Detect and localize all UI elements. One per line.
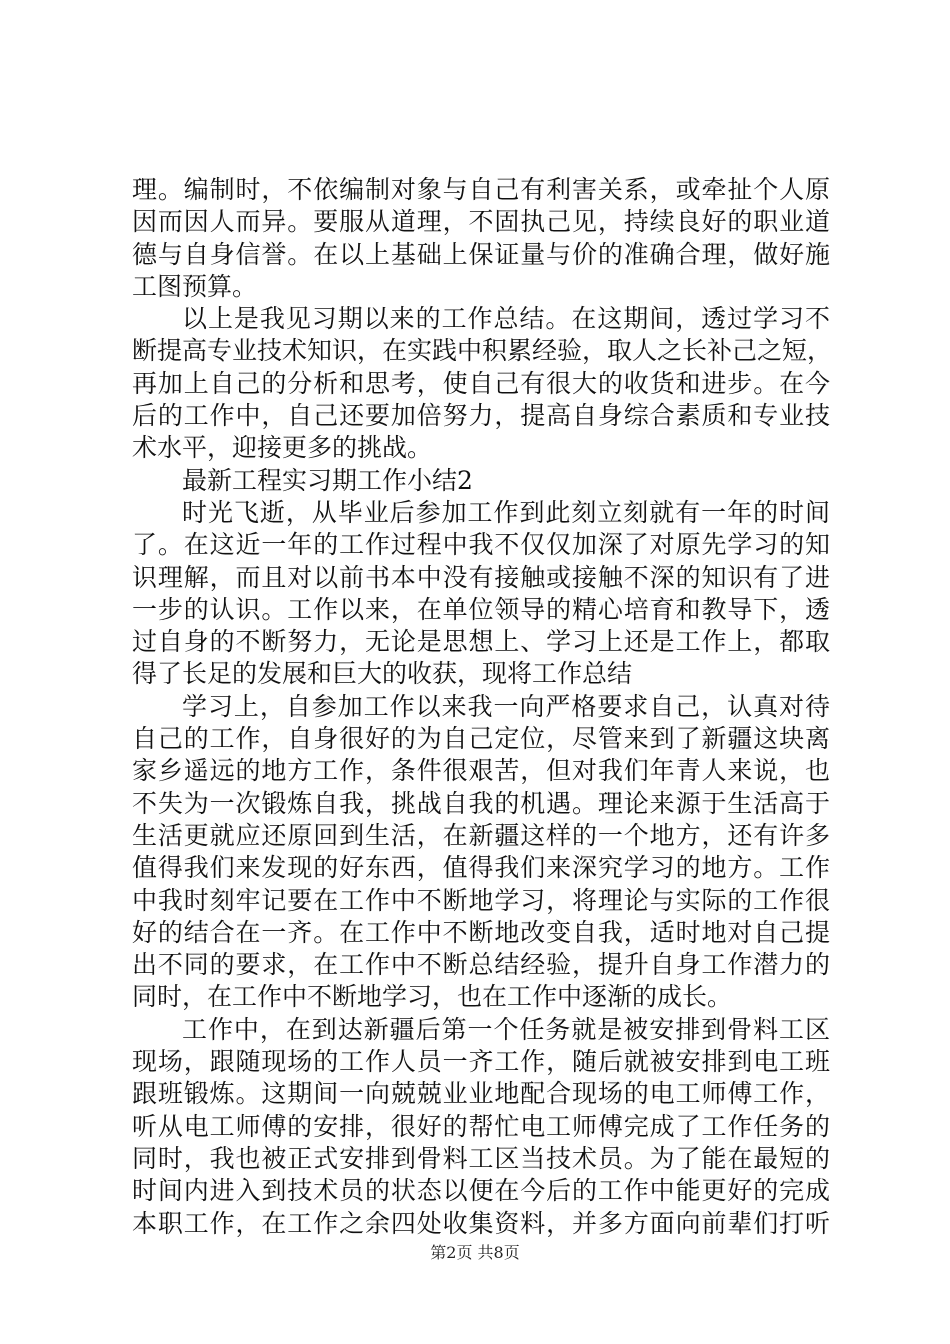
text-line: 后的工作中，自己还要加倍努力，提高自身综合素质和专业技 xyxy=(132,401,830,431)
text-line: 中我时刻牢记要在工作中不断地学习，将理论与实际的工作很 xyxy=(132,885,830,915)
text-line: 自己的工作，自身很好的为自己定位，尽管来到了新疆这块离 xyxy=(132,724,830,754)
text-line: 理。编制时，不依编制对象与自己有利害关系，或牵扯个人原 xyxy=(132,175,830,204)
text-line: 同时，我也被正式安排到骨料工区当技术员。为了能在最短的 xyxy=(132,1143,830,1173)
text-line: 出不同的要求，在工作中不断总结经验，提升自身工作潜力的 xyxy=(132,950,830,980)
text-line: 时光飞逝，从毕业后参加工作到此刻立刻就有一年的时间 xyxy=(182,497,830,527)
text-line: 现场，跟随现场的工作人员一齐工作，随后就被安排到电工班 xyxy=(132,1047,830,1077)
text-line: 学习上，自参加工作以来我一向严格要求自己，认真对待 xyxy=(182,691,830,721)
text-line: 断提高专业技术知识，在实践中积累经验，取人之长补己之短， xyxy=(132,336,833,366)
text-line: 了。在这近一年的工作过程中我不仅仅加深了对原先学习的知 xyxy=(132,530,830,560)
text-line: 得了长足的发展和巨大的收获，现将工作总结 xyxy=(132,659,633,689)
text-line: 时间内进入到技术员的状态以便在今后的工作中能更好的完成 xyxy=(132,1176,830,1206)
text-line: 家乡遥远的地方工作，条件很艰苦，但对我们年青人来说，也 xyxy=(132,756,830,786)
text-line: 工图预算。 xyxy=(132,271,258,301)
text-line: 因而因人而异。要服从道理，不固执己见，持续良好的职业道 xyxy=(132,207,830,237)
text-line: 一步的认识。工作以来，在单位领导的精心培育和教导下，透 xyxy=(132,594,830,624)
text-line: 不失为一次锻炼自我，挑战自我的机遇。理论来源于生活高于 xyxy=(132,788,830,818)
text-line: 值得我们来发现的好东西，值得我们来深究学习的地方。工作 xyxy=(132,853,830,883)
text-line: 本职工作，在工作之余四处收集资料，并多方面向前辈们打听 xyxy=(132,1208,830,1238)
text-line: 跟班锻炼。这期间一向兢兢业业地配合现场的电工师傅工作， xyxy=(132,1079,830,1109)
text-line: 德与自身信誉。在以上基础上保证量与价的准确合理，做好施 xyxy=(132,239,830,269)
text-line: 好的结合在一齐。在工作中不断地改变自我，适时地对自己提 xyxy=(132,917,830,947)
text-line: 听从电工师傅的安排，很好的帮忙电工师傅完成了工作任务的 xyxy=(132,1111,830,1141)
text-line: 术水平，迎接更多的挑战。 xyxy=(132,433,433,463)
text-line: 识理解，而且对以前书本中没有接触或接触不深的知识有了进 xyxy=(132,562,830,592)
text-line: 再加上自己的分析和思考，使自己有很大的收货和进步。在今 xyxy=(132,368,830,398)
text-line: 最新工程实习期工作小结2 xyxy=(182,465,473,495)
text-line: 工作中，在到达新疆后第一个任务就是被安排到骨料工区 xyxy=(182,1014,830,1044)
text-line: 同时，在工作中不断地学习，也在工作中逐渐的成长。 xyxy=(132,982,733,1012)
text-line: 过自身的不断努力，无论是思想上、学习上还是工作上，都取 xyxy=(132,627,830,657)
document-body xyxy=(132,174,833,1240)
text-line: 以上是我见习期以来的工作总结。在这期间，透过学习不 xyxy=(182,304,830,334)
page-number-footer: 第2页 共8页 xyxy=(430,1243,520,1262)
text-line: 生活更就应还原回到生活，在新疆这样的一个地方，还有许多 xyxy=(132,820,830,850)
